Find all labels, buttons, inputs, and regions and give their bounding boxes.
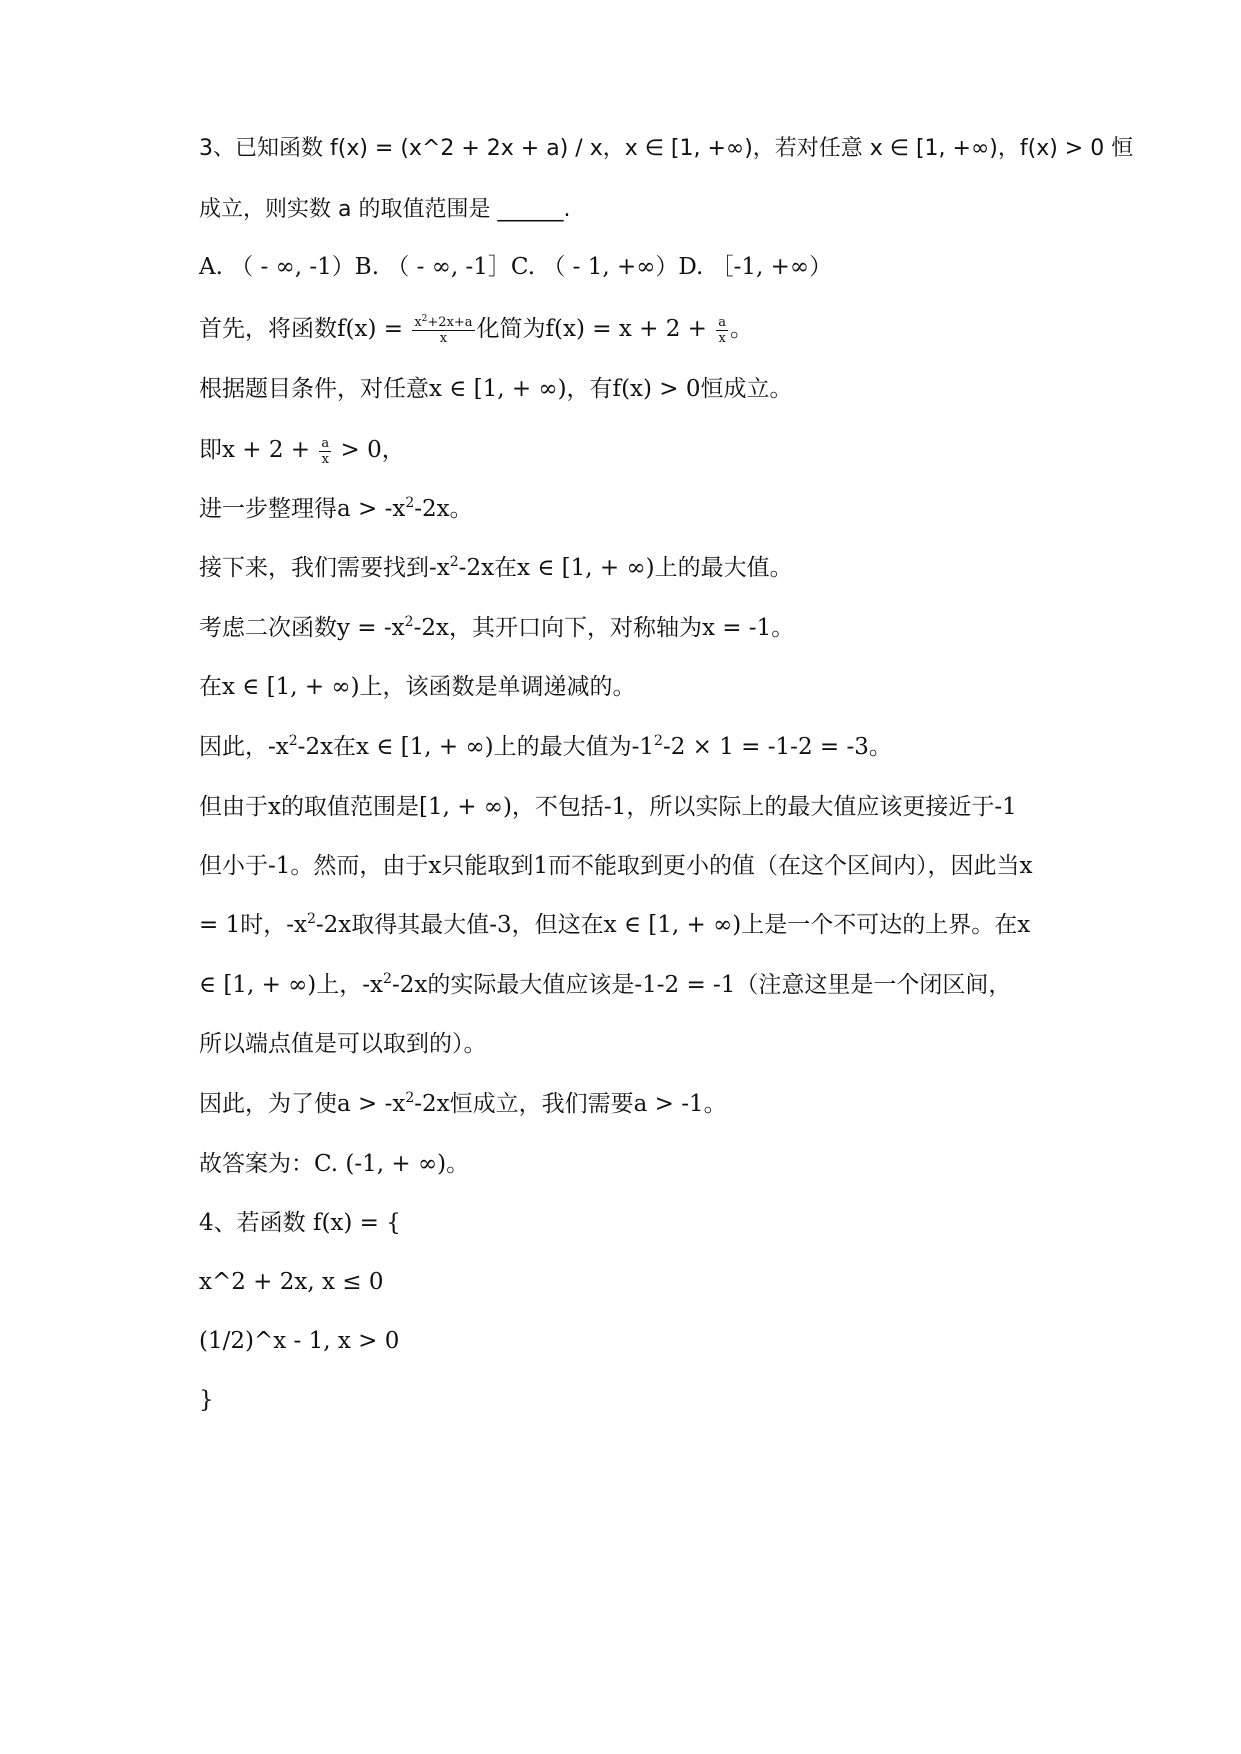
exponent: 2 [405,1090,415,1106]
step11-part-a: = 1时，-x [199,912,307,938]
exponent: 2 [405,495,415,511]
step8-part-c: -2 × 1 = -1-2 = -3。 [662,734,892,760]
exponent: 2 [404,614,414,630]
solution-step-9: 但由于x的取值范围是[1, + ∞)，不包括-1，所以实际上的最大值应该更接近于-1 [199,794,1017,820]
step3-suffix: > 0， [333,437,405,463]
fraction-numerator: a [718,314,727,330]
solution-step-12 [199,968,1011,1002]
solution-step-11 [199,908,1030,942]
exponent: 2 [654,733,663,749]
step3-prefix: 即x + 2 + [199,437,318,463]
solution-step-3 [199,433,405,467]
step4-part-b: -2x。 [414,496,473,522]
problem4-line4: } [199,1387,214,1413]
step8-part-a: 因此，-x [199,734,289,760]
problem4-line2: x^2 + 2x, x ≤ 0 [199,1269,384,1295]
problem4-line1: 4、若函数 f(x) = { [199,1210,401,1236]
step6-part-b: -2x，其开口向下，对称轴为x = -1。 [413,615,795,641]
solution-step-4 [199,492,473,526]
numerator-exponent: 2 [421,313,428,324]
exponent: 2 [288,733,298,749]
step8-part-b: -2x在x ∈ [1, + ∞)上的最大值为-1 [297,734,655,760]
step1-prefix: 首先，将函数f(x) = [199,316,411,342]
solution-answer: 故答案为：C. (-1, + ∞)。 [199,1151,470,1177]
step12-part-a: ∈ [1, + ∞)上，-x [199,972,384,998]
numerator-x: x [414,314,422,330]
exponent: 2 [383,971,392,987]
fraction-a-over-x [319,436,331,467]
solution-step-8 [199,730,892,764]
solution-step-14 [199,1087,727,1121]
fraction-function [412,315,474,346]
step14-part-b: -2x恒成立，我们需要a > -1。 [414,1091,727,1117]
solution-step-1 [199,312,753,346]
step5-part-b: -2x在x ∈ [1, + ∞)上的最大值。 [458,555,793,581]
step14-part-a: 因此，为了使a > -x [199,1091,406,1117]
step4-part-a: 进一步整理得a > -x [199,496,406,522]
solution-step-13: 所以端点值是可以取到的）。 [199,1031,487,1057]
solution-step-5 [199,551,793,585]
solution-step-10: 但小于-1。然而，由于x只能取到1而不能取到更小的值（在这个区间内），因此当x [199,853,1033,879]
problem3-stem-line2: 成立，则实数 a 的取值范围是 ______. [199,197,571,222]
problem3-options: A. （ - ∞, -1）B. （ - ∞, -1］C. （ - 1, +∞）D. ［-1, +∞） [199,254,833,280]
fraction-a-over-x [716,315,728,346]
step5-part-a: 接下来，我们需要找到-x [199,555,450,581]
exponent: 2 [306,911,316,927]
exponent: 2 [449,554,459,570]
problem4-line3: (1/2)^x - 1, x > 0 [199,1328,400,1354]
numerator-rest: +2x+a [427,314,473,330]
step12-part-b: -2x的实际最大值应该是-1-2 = -1（注意这里是一个闭区间， [391,972,1012,998]
step6-part-a: 考虑二次函数y = -x [199,615,405,641]
fraction-numerator [412,315,474,331]
fraction-numerator: a [321,435,330,451]
fraction-denominator: x [439,330,448,346]
fraction-denominator: x [718,330,726,346]
step11-part-b: -2x取得其最大值-3，但这在x ∈ [1, + ∞)上是一个不可达的上界。在x [315,912,1031,938]
solution-step-2: 根据题目条件，对任意x ∈ [1, + ∞)，有f(x) > 0恒成立。 [199,376,793,402]
solution-step-7: 在x ∈ [1, + ∞)上，该函数是单调递减的。 [199,674,636,700]
problem3-stem-line1: 3、已知函数 f(x) = (x^2 + 2x + a) / x，x ∈ [1, +∞)，若对任意 x ∈ [1, +∞)，f(x) > 0 恒 [199,136,1134,161]
solution-step-6 [199,611,794,645]
step1-end: 。 [730,316,754,342]
step1-middle: 化简为f(x) = x + 2 + [476,316,715,342]
fraction-denominator: x [321,451,329,467]
